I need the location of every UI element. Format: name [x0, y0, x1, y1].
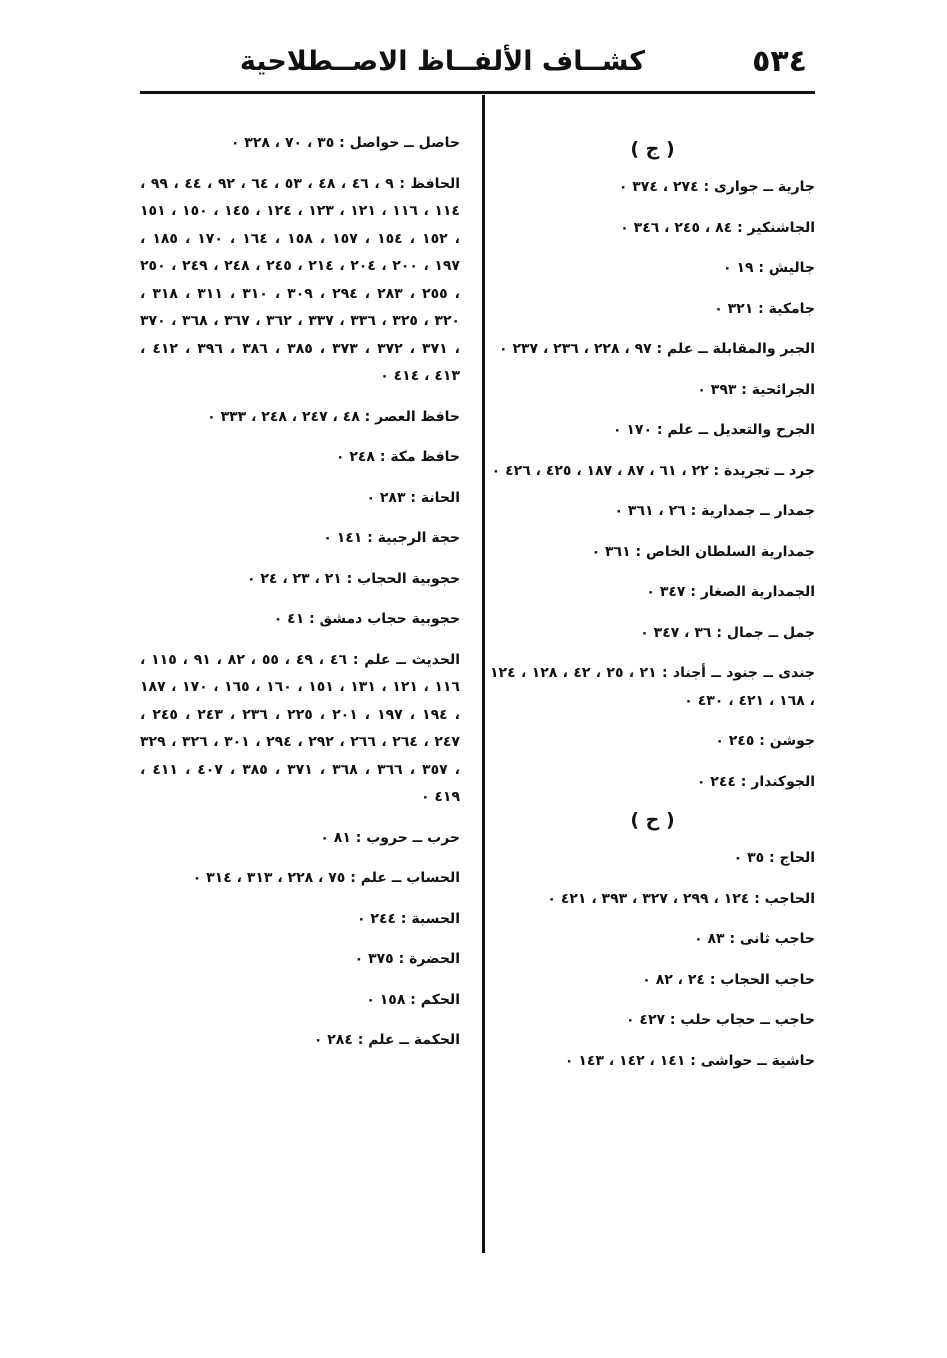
index-entry: الجرح والتعديل ــ علم : ١٧٠ ٠ [612, 422, 815, 438]
right-column [490, 130, 815, 1088]
index-entry: الحديث ــ علم : ٤٦ ، ٤٩ ، ٥٥ ، ٨٢ ، ٩١ ، ١١٥ ، ١١٦ ، ١٢١ ، ١٣١ ، ١٥١ ، ١٦٠ ، ١٦٥ ، ١٧٠ ، ١٨٧ ، ١٩٤ ، ١٩٧ ، ٢٠١ ، ٢٢٥ ، ٢٣٦ ، ٢٤٣ ، ٢٤٥ ، ٢٤٧ ، ٢٦٤ ، ٢٦٦ ، ٢٩٢ ، ٢٩٤ ، ٣٠١ ، ٣٢٦ ، ٣٢٩ ، ٣٥٧ ، ٣٦٦ ، ٣٦٨ ، ٣٧١ ، ٣٨٥ ، ٤٠٧ ، ٤١١ ، ٤١٩ ٠ [140, 651, 460, 805]
header-rule [140, 91, 815, 94]
section-letter: ( ح ) [630, 809, 675, 831]
index-entry: جارية ــ جوارى : ٢٧٤ ، ٣٧٤ ٠ [618, 179, 815, 195]
index-entry: الحسبة : ٢٤٤ ٠ [356, 910, 460, 927]
index-entry: الحافظ : ٩ ، ٤٦ ، ٤٨ ، ٥٣ ، ٦٤ ، ٩٢ ، ٤٤ ، ٩٩ ، ١١٤ ، ١١٦ ، ١٢١ ، ١٢٣ ، ١٢٤ ، ١٤٥ ، ١٥٠ ، ١٥١ ، ١٥٢ ، ١٥٤ ، ١٥٧ ، ١٥٨ ، ١٦٤ ، ١٧٠ ، ١٨٥ ، ١٩٧ ، ٢٠٠ ، ٢٠٤ ، ٢١٤ ، ٢٤٥ ، ٢٤٨ ، ٢٤٩ ، ٢٥٠ ، ٢٥٥ ، ٢٨٣ ، ٢٩٤ ، ٣٠٩ ، ٣١٠ ، ٣١١ ، ٣١٨ ، ٣٢٠ ، ٣٢٥ ، ٣٣٦ ، ٣٣٧ ، ٣٦٢ ، ٣٦٧ ، ٣٦٨ ، ٣٧٠ ، ٣٧١ ، ٣٧٢ ، ٣٧٣ ، ٣٨٥ ، ٣٨٦ ، ٣٩٦ ، ٤١٢ ، ٤١٣ ، ٤١٤ ٠ [140, 175, 461, 384]
index-entry: الجرائحية : ٣٩٣ ٠ [697, 381, 815, 398]
index-entry: جاليش : ١٩ ٠ [723, 260, 815, 276]
index-entry: جمدارية السلطان الخاص : ٣٦١ ٠ [591, 543, 815, 560]
index-entry: الجبر والمقابلة ــ علم : ٩٧ ، ٢٢٨ ، ٢٣٦ ، ٢٣٧ ٠ [499, 341, 815, 357]
index-entry: الجمدارية الصغار : ٣٤٧ ٠ [646, 584, 815, 600]
index-entry: جامكية : ٣٢١ ٠ [714, 300, 815, 317]
index-entry: الحاجب : ١٢٤ ، ٢٩٩ ، ٣٢٧ ، ٣٩٣ ، ٤٢١ ٠ [547, 890, 815, 907]
index-entry: جمل ــ جمال : ٣٦ ، ٣٤٧ ٠ [640, 624, 815, 641]
index-entry: حاجب الحجاب : ٢٤ ، ٨٢ ٠ [642, 971, 815, 988]
index-entry: الحاج : ٣٥ ٠ [733, 850, 815, 866]
index-entry: الحضرة : ٣٧٥ ٠ [354, 951, 460, 967]
index-entry: الحانة : ٢٨٣ ٠ [366, 489, 460, 506]
index-entry: حاشية ــ حواشى : ١٤١ ، ١٤٢ ، ١٤٣ ٠ [564, 1052, 815, 1069]
index-entry: جوشن : ٢٤٥ ٠ [715, 733, 815, 749]
index-entry: حاجب ثانى : ٨٣ ٠ [694, 931, 815, 947]
index-entry: جمدار ــ جمدارية : ٢٦ ، ٣٦١ ٠ [614, 503, 815, 519]
left-column [140, 130, 460, 1068]
page-title: كشــاف الألفــاظ الاصــطلاحية [239, 46, 645, 77]
index-entry: الحكم : ١٥٨ ٠ [366, 991, 460, 1008]
index-entry: حاجب ــ حجاب حلب : ٤٢٧ ٠ [626, 1012, 815, 1028]
index-entry: حاصل ــ حواصل : ٣٥ ، ٧٠ ، ٣٢٨ ٠ [230, 135, 460, 151]
column-divider [482, 95, 485, 1253]
section-letter: ( ج ) [630, 138, 675, 160]
index-entry: حجة الرجبية : ١٤١ ٠ [323, 530, 460, 546]
index-entry: الحكمة ــ علم : ٢٨٤ ٠ [313, 1032, 460, 1048]
page-number: ٥٣٤ [752, 44, 807, 79]
index-entry: جندى ــ جنود ــ أجناد : ٢١ ، ٢٥ ، ٤٢ ، ١٢٨ ، ١٢٤ ، ١٦٨ ، ٤٢١ ، ٤٣٠ ٠ [490, 665, 815, 709]
page-header [140, 42, 815, 86]
index-entry: حرب ــ حروب : ٨١ ٠ [320, 829, 460, 846]
index-entry: حجوبية حجاب دمشق : ٤١ ٠ [273, 611, 460, 627]
index-entry: جرد ــ تجريدة : ٢٢ ، ٦١ ، ٨٧ ، ١٨٧ ، ٤٢٥ ، ٤٢٦ ٠ [491, 462, 815, 479]
index-entry: الجوكندار : ٢٤٤ ٠ [696, 773, 815, 790]
index-entry: حافظ العصر : ٤٨ ، ٢٤٧ ، ٢٤٨ ، ٣٣٣ ٠ [207, 408, 460, 425]
index-entry: الجاشنكير : ٨٤ ، ٢٤٥ ، ٣٤٦ ٠ [620, 219, 815, 236]
index-entry: حافظ مكة : ٢٤٨ ٠ [335, 449, 460, 465]
index-entry: الحساب ــ علم : ٧٥ ، ٢٢٨ ، ٣١٣ ، ٣١٤ ٠ [192, 870, 460, 886]
index-entry: حجوبية الحجاب : ٢١ ، ٢٣ ، ٢٤ ٠ [246, 570, 460, 587]
